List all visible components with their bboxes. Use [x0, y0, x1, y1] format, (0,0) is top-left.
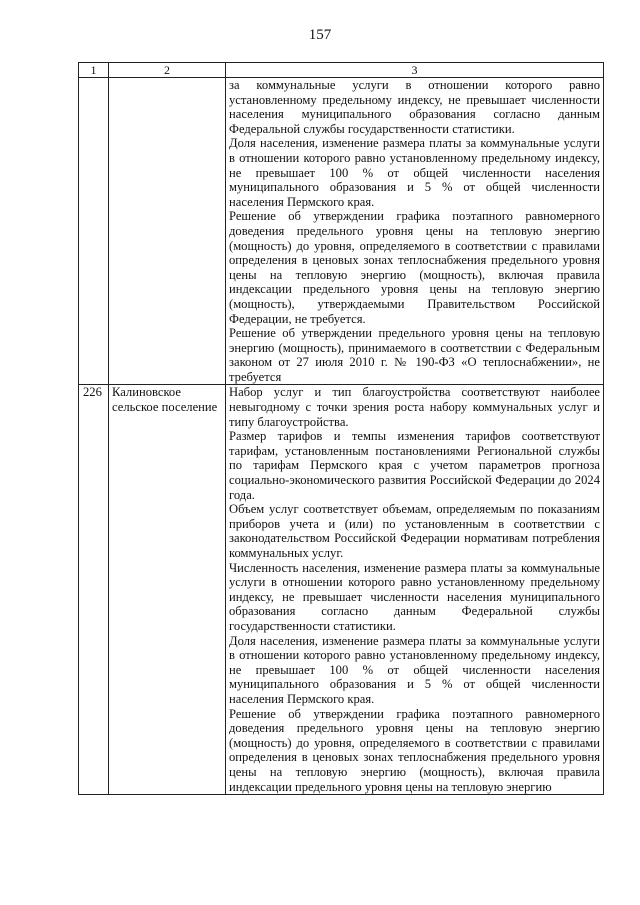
paragraph: за коммунальные услуги в отношении которого равно установленному предельному индексу, не превышает численности населения муниципального образования согласно данным Федеральной службы государственности статистики. — [229, 78, 600, 136]
paragraph: Размер тарифов и темпы изменения тарифов соответствуют тарифам, установленным постановлениями Региональной службы по тарифам Пермского края с учетом параметров прогноза социально-экономического развития Российской Федерации до 2024 года. — [229, 429, 600, 502]
paragraph: Решение об утверждении графика поэтапного равномерного доведения предельного уровня цены на тепловую энергию (мощность) до уровня, определяемого в соответствии с правилами определения в ценовых зонах теплоснабжения предельного уровня цены на тепловую энергию (мощность), включая правила индексации предельного уровня цены на тепловую энергию (мощность), утверждаемыми Правительством Российской Федерации, не требуется. — [229, 209, 600, 326]
paragraph: Доля населения, изменение размера платы за коммунальные услуги в отношении которого равно установленному предельному индексу, не превышает 100 % от общей численности населения муниципального образования и 5 % от общей численности населения Пермского края. — [229, 136, 600, 209]
table-row — [79, 78, 604, 385]
header-col-2: 2 — [109, 63, 226, 78]
paragraph: Объем услуг соответствует объемам, определяемым по показаниям приборов учета и (или) по установленным в соответствии с законодательством Российской Федерации нормативам потребления коммунальных услуг. — [229, 502, 600, 560]
paragraph: Набор услуг и тип благоустройства соответствуют наиболее невыгодному с точки зрения роста набору коммунальных услуг и типу благоустройства. — [229, 385, 600, 429]
row-number-cell — [79, 78, 109, 385]
document-table — [78, 62, 604, 795]
row-number-cell: 226 — [79, 385, 109, 795]
header-col-1: 1 — [79, 63, 109, 78]
paragraph: Решение об утверждении графика поэтапного равномерного доведения предельного уровня цены на тепловую энергию (мощность) до уровня, определяемого в соответствии с правилами определения в ценовых зонах теплоснабжения предельного уровня цены на тепловую энергию (мощность), включая правила индексации предельного уровня цены на тепловую энергию — [229, 706, 600, 794]
municipality-cell — [109, 78, 226, 385]
municipality-cell: Калиновское сельское поселение — [109, 385, 226, 795]
paragraph: Численность населения, изменение размера платы за коммунальные услуги в отношении которого равно установленному предельному индексу, не превышает численности населения муниципального образования согласно данным Федеральной службы государственности статистики. — [229, 560, 600, 633]
table-row — [79, 385, 604, 795]
page-number: 157 — [308, 27, 332, 43]
paragraph: Доля населения, изменение размера платы за коммунальные услуги в отношении которого равно установленному предельному индексу, не превышает 100 % от общей численности населения муниципального образования и 5 % от общей численности населения Пермского края. — [229, 633, 600, 706]
header-col-3: 3 — [226, 63, 604, 78]
description-cell — [226, 78, 604, 385]
table-header-row — [79, 63, 604, 78]
description-cell — [226, 385, 604, 795]
paragraph: Решение об утверждении предельного уровня цены на тепловую энергию (мощность), принимаемого в соответствии с Федеральным законом от 27 июля 2010 г. № 190-ФЗ «О теплоснабжении», не требуется — [229, 326, 600, 384]
